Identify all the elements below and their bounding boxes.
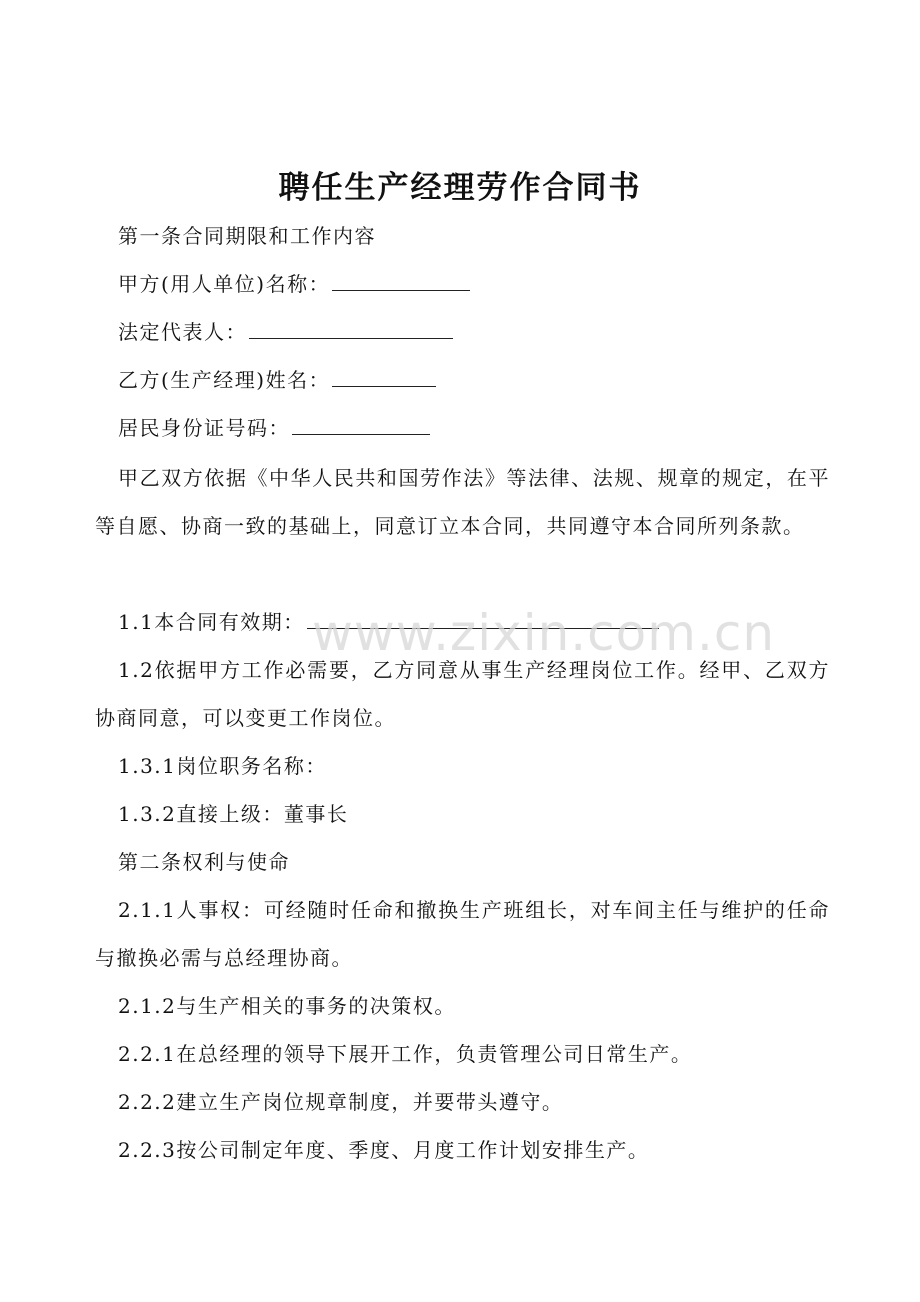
id-number-blank[interactable] bbox=[292, 416, 430, 435]
id-number-label: 居民身份证号码： bbox=[118, 416, 290, 440]
item-1-1-line bbox=[118, 608, 659, 636]
item-2-2-3-text: 2.2.3按公司制定年度、季度、月度工作计划安排生产。 bbox=[118, 1138, 650, 1162]
article-1-heading-text: 第一条合同期限和工作内容 bbox=[118, 224, 376, 248]
watermark-text: www.zixin.com.cn bbox=[312, 604, 776, 662]
item-1-3-1-label: 1.3.1岗位职务名称： bbox=[118, 754, 327, 778]
party-b-name-blank[interactable] bbox=[332, 368, 436, 387]
item-1-3-2-text: 1.3.2直接上级：董事长 bbox=[118, 802, 349, 826]
legal-rep-blank[interactable] bbox=[249, 320, 453, 339]
party-a-name-label: 甲方(用人单位)名称： bbox=[118, 272, 331, 296]
item-1-1-label: 1.1本合同有效期： bbox=[118, 610, 305, 634]
party-a-name-line bbox=[118, 270, 470, 298]
item-2-2-2-line bbox=[118, 1088, 563, 1116]
contract-term-blank[interactable] bbox=[307, 610, 659, 629]
article-1-heading bbox=[118, 222, 376, 250]
party-b-name-label: 乙方(生产经理)姓名： bbox=[118, 368, 331, 392]
legal-rep-line bbox=[118, 318, 453, 346]
article-2-heading-text: 第二条权利与使命 bbox=[118, 850, 290, 874]
id-number-line bbox=[118, 414, 430, 442]
item-2-1-2-text: 2.1.2与生产相关的事务的决策权。 bbox=[118, 994, 456, 1018]
item-2-1-1-paragraph: 2.1.1人事权：可经随时任命和撤换生产班组长，对车间主任与维护的任命与撤换必需与总经理协商。 bbox=[95, 898, 830, 970]
item-1-3-2-line bbox=[118, 800, 348, 828]
article-2-heading bbox=[118, 848, 290, 876]
party-b-name-line bbox=[118, 366, 436, 394]
item-2-1-2-line bbox=[118, 992, 456, 1020]
item-2-2-1-line bbox=[118, 1040, 692, 1068]
document-title: 聘任生产经理劳作合同书 bbox=[278, 170, 642, 206]
item-2-2-1-text: 2.2.1在总经理的领导下展开工作，负责管理公司日常生产。 bbox=[118, 1042, 693, 1066]
party-a-name-blank[interactable] bbox=[332, 272, 470, 291]
item-2-2-2-text: 2.2.2建立生产岗位规章制度，并要带头遵守。 bbox=[118, 1090, 564, 1114]
legal-basis-paragraph: 甲乙双方依据《中华人民共和国劳作法》等法律、法规、规章的规定，在平等自愿、协商一致的基础上，同意订立本合同，共同遵守本合同所列条款。 bbox=[95, 466, 830, 538]
legal-rep-label: 法定代表人： bbox=[118, 320, 247, 344]
item-2-2-3-line bbox=[118, 1136, 649, 1164]
item-1-3-1-line bbox=[118, 752, 327, 780]
item-1-2-paragraph: 1.2依据甲方工作必需要，乙方同意从事生产经理岗位工作。经甲、乙双方协商同意，可以变更工作岗位。 bbox=[95, 658, 830, 730]
